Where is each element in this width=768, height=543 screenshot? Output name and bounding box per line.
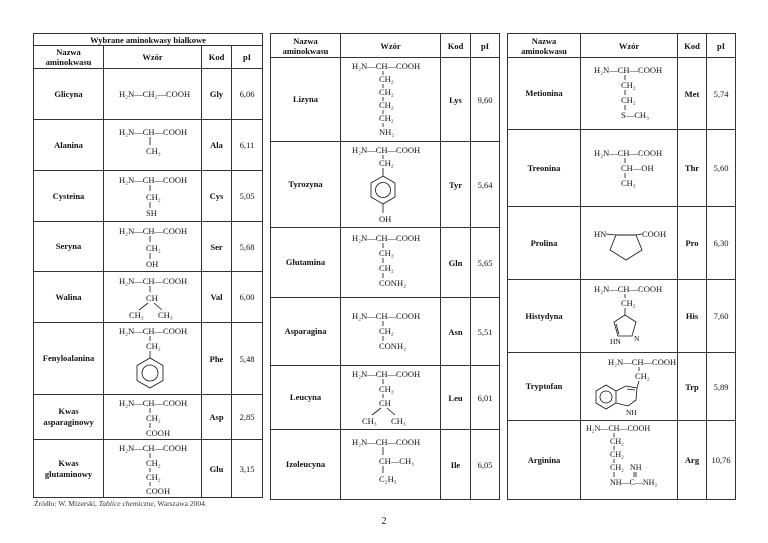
svg-text:COOH: COOH [145,485,170,496]
structural-formula [104,120,202,171]
structural-formula [581,280,678,353]
structural-formula [341,142,441,228]
aa-name: Tryptofan [508,353,581,421]
aa-name: Leucyna [271,366,341,430]
header-code: Kod [202,46,232,69]
amino-table-2 [270,33,500,500]
svg-text:CH₂: CH₂ [378,73,394,84]
aa-pi: 6,30 [707,207,736,280]
svg-text:H₂N—CH—COOH: H₂N—CH—COOH [593,64,662,75]
svg-text:OH: OH [378,213,391,224]
structural-formula [104,323,202,395]
svg-text:H₂N—CH—COOH: H₂N—CH—COOH [607,356,676,367]
structural-formula [341,298,441,366]
aa-pi: 5,51 [471,298,500,366]
source-title: Tablice chemiczne [98,499,154,508]
svg-text:NH: NH [625,407,637,417]
svg-text:H₂N—CH—COOH: H₂N—CH—COOH [118,225,187,236]
svg-text:CONH₂: CONH₂ [378,277,406,288]
aa-code: Val [202,272,232,323]
svg-text:CH₃: CH₃ [361,415,377,426]
amino-table-3 [507,33,736,500]
aa-pi: 5,48 [232,323,263,395]
aa-code: Leu [441,366,471,430]
header-formula: Wzór [581,34,678,58]
structural-formula [104,171,202,222]
aa-name: Histydyna [508,280,581,353]
svg-text:CH₂: CH₂ [620,79,636,90]
svg-text:H₂N—CH—COOH: H₂N—CH—COOH [351,144,420,155]
aa-code: Pro [678,207,707,280]
svg-text:CH₂: CH₂ [378,157,394,168]
aa-pi: 6,01 [471,366,500,430]
svg-text:CH₂: CH₂ [609,449,624,459]
aa-name: Cysteina [34,171,104,222]
table-title: Wybrane aminokwasy białkowe [34,34,263,46]
svg-text:H₂N—CH—COOH: H₂N—CH—COOH [593,283,662,294]
aa-code: Gly [202,69,232,120]
svg-text:H₂N—CH—COOH: H₂N—CH—COOH [585,423,650,433]
aa-code: Asn [441,298,471,366]
aa-pi: 3,15 [232,440,263,498]
header-name: Nazwa aminokwasu [34,46,104,69]
aa-name: Metionina [508,58,581,130]
aa-code: Tyr [441,142,471,228]
aa-code: Gln [441,228,471,298]
structural-formula [104,395,202,440]
svg-text:CH₂: CH₂ [634,370,650,381]
aa-name: Kwas glutaminowy [34,440,104,498]
header-formula: Wzór [341,34,441,58]
aa-name: Glicyna [34,69,104,120]
svg-text:H₂N—CH—COOH: H₂N—CH—COOH [118,442,187,453]
structural-formula [581,130,678,207]
aa-pi: 2,85 [232,395,263,440]
svg-text:CH₂: CH₂ [609,462,624,472]
aa-pi: 6,00 [232,272,263,323]
structural-formula [341,430,441,500]
svg-text:CH₃: CH₃ [128,310,144,320]
aa-pi: 7,60 [707,280,736,353]
header-code: Kod [441,34,471,58]
svg-text:CH₃: CH₃ [390,415,406,426]
svg-text:CH₂: CH₂ [620,297,636,308]
svg-text:H₂N—CH₂—COOH: H₂N—CH₂—COOH [118,89,190,99]
source-note [34,499,207,508]
aa-name: Prolina [508,207,581,280]
aa-name: Kwas asparaginowy [34,395,104,440]
structural-formula [581,207,678,280]
aa-code: Trp [678,353,707,421]
aa-name: Alanina [34,120,104,171]
header-name: Nazwa aminokwasu [508,34,581,58]
svg-text:H₂N—CH—COOH: H₂N—CH—COOH [593,147,662,158]
svg-text:S—CH₃: S—CH₃ [620,109,649,120]
structural-formula [341,366,441,430]
svg-text:NH—C—NH₂: NH—C—NH₂ [609,477,657,487]
svg-text:CH: CH [378,397,391,408]
aa-pi: 6,06 [232,69,263,120]
svg-text:H₂N—CH—COOH: H₂N—CH—COOH [351,368,420,379]
svg-text:H₂N—CH—COOH: H₂N—CH—COOH [351,232,420,243]
aa-pi: 5,74 [707,58,736,130]
svg-text:CH—CH₃: CH—CH₃ [378,455,414,466]
svg-text:NH: NH [629,462,642,472]
structural-formula [581,353,678,421]
aa-code: Ala [202,120,232,171]
svg-text:H₂N—CH—COOH: H₂N—CH—COOH [118,276,187,286]
aa-pi: 5,68 [232,222,263,272]
svg-text:NH₂: NH₂ [378,126,394,137]
aa-pi: 6,11 [232,120,263,171]
svg-text:CONH₂: CONH₂ [378,340,406,351]
svg-text:CH₂: CH₂ [378,325,394,336]
svg-text:C₂H₅: C₂H₅ [378,473,397,484]
svg-text:HN: HN [593,228,606,239]
aa-code: Asp [202,395,232,440]
svg-text:CH₂: CH₂ [378,112,394,123]
structural-formula [104,69,202,120]
structural-formula [104,272,202,323]
svg-text:H₂N—CH—COOH: H₂N—CH—COOH [351,60,420,71]
structural-formula [341,58,441,142]
header-pi: pI [232,46,263,69]
aa-pi: 6,05 [471,430,500,500]
header-pi: pI [707,34,736,58]
svg-text:H₂N—CH—COOH: H₂N—CH—COOH [118,127,187,137]
aa-pi: 5,60 [707,130,736,207]
aa-code: Arg [678,421,707,500]
svg-text:CH₂: CH₂ [145,340,161,351]
structural-formula [581,421,678,500]
aa-name: Seryna [34,222,104,272]
svg-text:H₂N—CH—COOH: H₂N—CH—COOH [351,310,420,321]
svg-text:CH—OH: CH—OH [620,162,654,173]
svg-text:H₂N—CH—COOH: H₂N—CH—COOH [351,436,420,447]
header-pi: pI [471,34,500,58]
header-name: Nazwa aminokwasu [271,34,341,58]
svg-text:COOH: COOH [641,228,666,239]
amino-table-1 [33,33,263,498]
svg-text:CH₃: CH₃ [157,310,173,320]
svg-text:CH₂: CH₂ [609,436,624,446]
aa-name: Walina [34,272,104,323]
structural-formula [341,228,441,298]
structural-formula [104,440,202,498]
svg-text:CH₂: CH₂ [378,247,394,258]
structural-formula [581,58,678,130]
aa-pi: 5,65 [471,228,500,298]
aa-code: His [678,280,707,353]
aa-code: Thr [678,130,707,207]
aa-pi: 5,89 [707,353,736,421]
svg-text:N: N [633,333,639,343]
aa-pi: 5,05 [232,171,263,222]
svg-text:CH₂: CH₂ [145,457,161,468]
aa-name: Fenyloalanina [34,323,104,395]
svg-text:CH₂: CH₂ [145,471,161,482]
svg-text:COOH: COOH [145,427,170,438]
svg-text:CH₂: CH₂ [620,94,636,105]
svg-text:H₂N—CH—COOH: H₂N—CH—COOH [118,397,187,408]
aa-code: Phe [202,323,232,395]
header-code: Kod [678,34,707,58]
svg-text:CH₂: CH₂ [378,262,394,273]
svg-text:CH₂: CH₂ [378,86,394,97]
source-suffix: , Warszawa 2004. [153,499,207,508]
svg-text:CH₂: CH₂ [378,383,394,394]
svg-text:CH₂: CH₂ [145,242,161,253]
aa-name: Arginina [508,421,581,500]
svg-text:HN: HN [609,336,621,346]
svg-text:CH₃: CH₃ [145,146,161,156]
aa-code: Ser [202,222,232,272]
aa-name: Asparagina [271,298,341,366]
svg-text:CH₂: CH₂ [378,99,394,110]
aa-code: Met [678,58,707,130]
aa-name: Izoleucyna [271,430,341,500]
aa-pi: 10,76 [707,421,736,500]
svg-text:SH: SH [145,208,157,218]
aa-name: Lizyna [271,58,341,142]
aa-pi: 9,60 [471,58,500,142]
aa-name: Glutamina [271,228,341,298]
page-number: 2 [381,516,387,527]
structural-formula [104,222,202,272]
svg-text:CH₂: CH₂ [145,412,161,423]
aa-code: Lys [441,58,471,142]
aa-pi: 5,64 [471,142,500,228]
svg-text:CH₂: CH₂ [145,192,161,202]
svg-text:OH: OH [145,258,158,269]
aa-name: Treonina [508,130,581,207]
aa-code: Cys [202,171,232,222]
svg-text:CH: CH [145,293,158,303]
aa-code: Ile [441,430,471,500]
svg-text:H₂N—CH—COOH: H₂N—CH—COOH [118,175,187,185]
aa-name: Tyrozyna [271,142,341,228]
header-formula: Wzór [104,46,202,69]
source-prefix: Źródło: W. Mizerski, [34,499,99,508]
aa-code: Glu [202,440,232,498]
svg-text:CH₃: CH₃ [620,177,636,188]
svg-text:H₂N—CH—COOH: H₂N—CH—COOH [118,325,187,336]
